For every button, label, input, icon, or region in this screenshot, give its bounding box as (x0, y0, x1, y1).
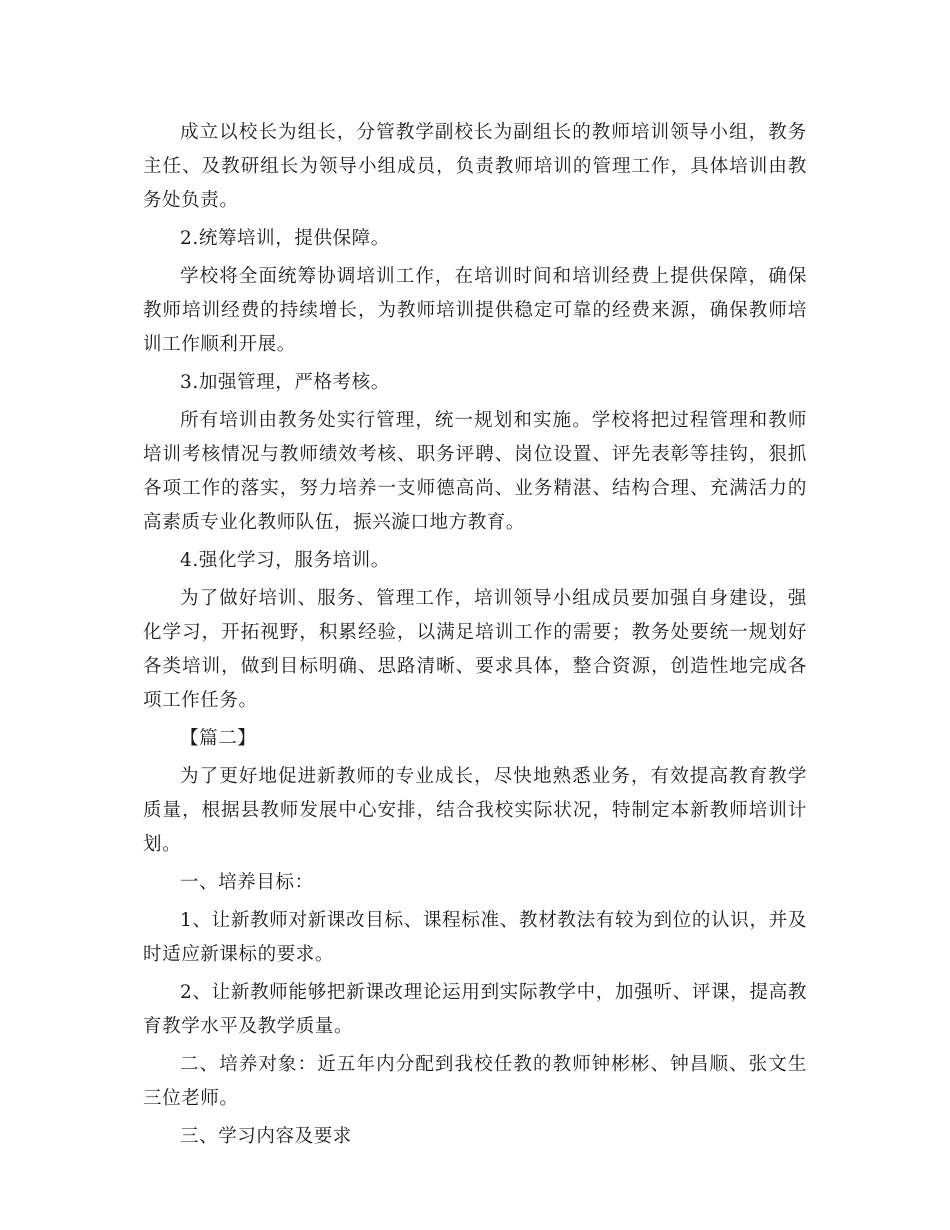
paragraph-training-targets: 二、培养对象：近五年内分配到我校任教的教师钟彬彬、钟昌顺、张文生三位老师。 (143, 1054, 807, 1109)
paragraph-coordinate-training: 学校将全面统筹协调培训工作，在培训时间和培训经费上提供保障，确保教师培训经费的持续增长，为教师培训提供稳定可靠的经费来源，确保教师培训工作顺利开展。 (143, 266, 807, 355)
paragraph-strengthen-management: 所有培训由教务处实行管理，统一规划和实施。学校将把过程管理和教师培训考核情况与教师绩效考核、职务评聘、岗位设置、评先表彰等挂钩，狠抓各项工作的落实，努力培养一支师德高尚、业务精湛、结构合理、充满活力的高素质专业化教师队伍，振兴漩口地方教育。 (143, 410, 807, 533)
heading-strengthen-learning: 4.强化学习，服务培训。 (180, 550, 390, 571)
paragraph-strengthen-learning: 为了做好培训、服务、管理工作，培训领导小组成员要加强自身建设，强化学习，开拓视野，积累经验，以满足培训工作的需要；教务处要统一规划好各类培训，做到目标明确、思路清晰、要求具体，整合资源，创造性地完成各项工作任务。 (143, 588, 807, 711)
heading-coordinate-training: 2.统筹培训，提供保障。 (180, 228, 390, 249)
list-item-goal-1: 1、让新教师对新课改目标、课程标准、教材教法有较为到位的认识，并及时适应新课标的要求。 (143, 910, 807, 965)
section-title-part-two: 【篇二】 (180, 728, 257, 749)
paragraph-leadership-group: 成立以校长为组长，分管教学副校长为副组长的教师培训领导小组，教务主任、及教研组长为领导小组成员，负责教师培训的管理工作，具体培训由教务处负责。 (143, 122, 807, 211)
list-item-goal-2: 2、让新教师能够把新课改理论运用到实际教学中，加强听、评课，提高教育教学水平及教学质量。 (143, 982, 807, 1037)
heading-training-goals: 一、培养目标： (180, 872, 314, 893)
heading-strengthen-management: 3.加强管理，严格考核。 (180, 372, 390, 393)
paragraph-new-teacher-intro: 为了更好地促进新教师的专业成长，尽快地熟悉业务，有效提高教育教学质量，根据县教师发展中心安排，结合我校实际状况，特制定本新教师培训计划。 (143, 766, 807, 855)
document-body (143, 116, 807, 1158)
heading-learning-content: 三、学习内容及要求 (180, 1126, 352, 1147)
